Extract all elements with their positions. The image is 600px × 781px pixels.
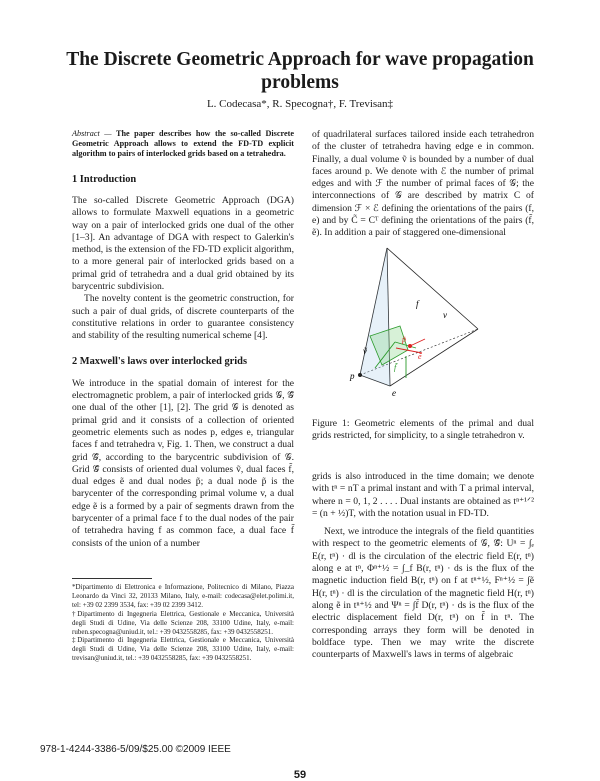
right-paragraph-3: Next, we introduce the integrals of the field quantities with respect to the geometric elements of 𝒢, 𝒢̃: Uⁿ = ∫ₑ E(r, tⁿ) · dl is the circulation of the electric field E(r, tⁿ) along e at tⁿ, Φⁿ⁺½ = ∫_f B(r, tⁿ) · ds is the flux of the magnetic induction field B(r, tⁿ) on f at tⁿ⁺½, Fⁿ⁺½ = ∫ẽ H(r, tⁿ) · dl is the circulation of the magnetic field H(r, tⁿ) along ẽ in tⁿ⁺½ and Ψⁿ = ∫f̃ D(r, tⁿ) · ds is the flux of the electric displacement field D(r, tⁿ) on f̃ in tⁿ. The corresponding arrays they form will be denoted in boldface type. Then we may write the discrete counterparts of Maxwell's laws in terms of algebraic [312,526,534,661]
isbn-line: 978-1-4244-3386-5/09/$25.00 ©2009 IEEE [40,744,231,755]
label-p-tilde: p̃ [402,335,406,344]
label-f-tilde: f̃ [394,363,397,372]
abstract-label: Abstract — [72,129,112,138]
right-column-top [312,129,534,240]
authors: L. Codecasa*, R. Specogna†, F. Trevisan‡ [206,98,394,110]
footnote-1: *Dipartimento di Elettronica e Informazione, Politecnico di Milano, Piazza Leonardo da Vinci 32, 20133 Milano, Italy, e-mail: codecasa@elet.polimi.it, tel: +39 02 2399 3534, fax: +39 02 2399 3412. [72,583,294,609]
label-e: e [392,388,396,398]
paper-title: The Discrete Geometric Approach for wave propagation problems [66,49,534,93]
figure-caption: Figure 1: Geometric elements of the primal and dual grids restricted, for simplicity, to a single tetrahedron v. [312,418,534,442]
tetrahedron-figure [330,238,520,418]
right-column-bottom [312,471,534,661]
label-p: p [350,371,355,381]
footnote-rule [72,578,152,579]
right-paragraph-2: grids is also introduced in the time domain; we denote with tⁿ = nT a primal instant and with T a primal interval, where n = 0, 1, 2 . . . . Dual instants are obtained as tⁿ⁺¹ᐟ² = (n + ½)T, with the notation usual in FD-TD. [312,471,534,519]
abstract-text: The paper describes how the so-called Discrete Geometric Approach allows to extend the FD-TD explicit algorithm to pairs of interlocked grids based on a tetrahedra. [72,129,294,159]
abstract [72,129,294,160]
footnote-2: †Dipartimento di Ingegneria Elettrica, Gestionale e Meccanica, Università degli Studi di Udine, Via delle Scienze 208, 33100 Udine, Italy, e-mail: ruben.specogna@uniud.it, tel.: +39 0432558285, fax: +39 0432558251. [72,609,294,636]
maxwell-paragraph-1: We introduce in the spatial domain of interest for the electromagnetic problem, a pair of interlocked grids 𝒢, 𝒢̃ one dual of the other [1], [2]. The grid 𝒢 is denoted as primal grid and it consists of a collection of oriented geometric elements such as nodes p, edges e, triangular faces f and tetrahedra v, Fig. 1. Then, we construct a dual grid 𝒢̃, according to the barycentric subdivision of 𝒢. Grid 𝒢̃ consists of oriented dual volumes ṽ, dual faces f̃, dual edges ẽ and dual nodes p̃; a dual node p̃ is the barycenter of the corresponding primal volume v, a dual edge ẽ is a formed by a pair of segments drawn from the barycenter of a primal face f to the dual nodes of the pair of tetrahedra having f as common face, a dual face f̃ consists of the union of a number [72,377,294,549]
dual-node-pt [408,344,412,348]
section-2-heading: 2 Maxwell's laws over interlocked grids [72,356,247,368]
primal-node-p [358,373,362,377]
right-paragraph-1: of quadrilateral surfaces tailored inside each tetrahedron of the cluster of tetrahedra having edge e in common. Finally, a dual volume ṽ is bounded by a number of dual faces around p. We denote with ℰ the number of primal edges and with ℱ the number of primal faces of 𝒢; the interconnections of 𝒢 are described by matrix C of dimension ℱ × ℰ defining the orientations of the pairs (f, e) and by C̃ = Cᵀ defining the orientations of the pairs (f̃, ẽ). In addition a pair of staggered one-dimensional [312,129,534,239]
footnotes [72,578,294,663]
left-column [72,129,294,550]
label-v-tilde: ṽ [363,346,367,356]
section-1-heading: 1 Introduction [72,173,137,185]
label-e-tilde: ẽ [418,352,422,361]
page-number: 59 [293,769,307,781]
edge-line [387,248,478,329]
label-f: f [416,299,419,309]
intro-paragraph-1: The so-called Discrete Geometric Approach (DGA) allows to formulate Maxwell equations in a geometric way on a pair of interlocked grids one dual of the other [1–3]. An advantage of DGA with respect to Galerkin's method, is the extension of the FD-TD explicit algorithm, to a more general pair of interlocked grids based on a primal grid of tetrahedra and a dual grid obtained by its barycentric subdivision. [72,194,294,292]
footnote-3: ‡Dipartimento di Ingegneria Elettrica, Gestionale e Meccanica, Università degli Studi di Udine, Via delle Scienze 208, 33100 Udine, Italy, e-mail: trevisan@uniud.it, tel.: +39 0432558285, fax: +39 0432558251. [72,636,294,663]
dual-edge-segment [410,339,425,346]
intro-paragraph-2: The novelty content is the geometric construction, for such a pair of dual grids, of discrete counterparts of the constitutive relations in order to guarantee consistency and stability of the resulting numerical scheme [4]. [72,293,294,342]
label-v: v [443,310,447,320]
primal-face-f [360,248,390,386]
